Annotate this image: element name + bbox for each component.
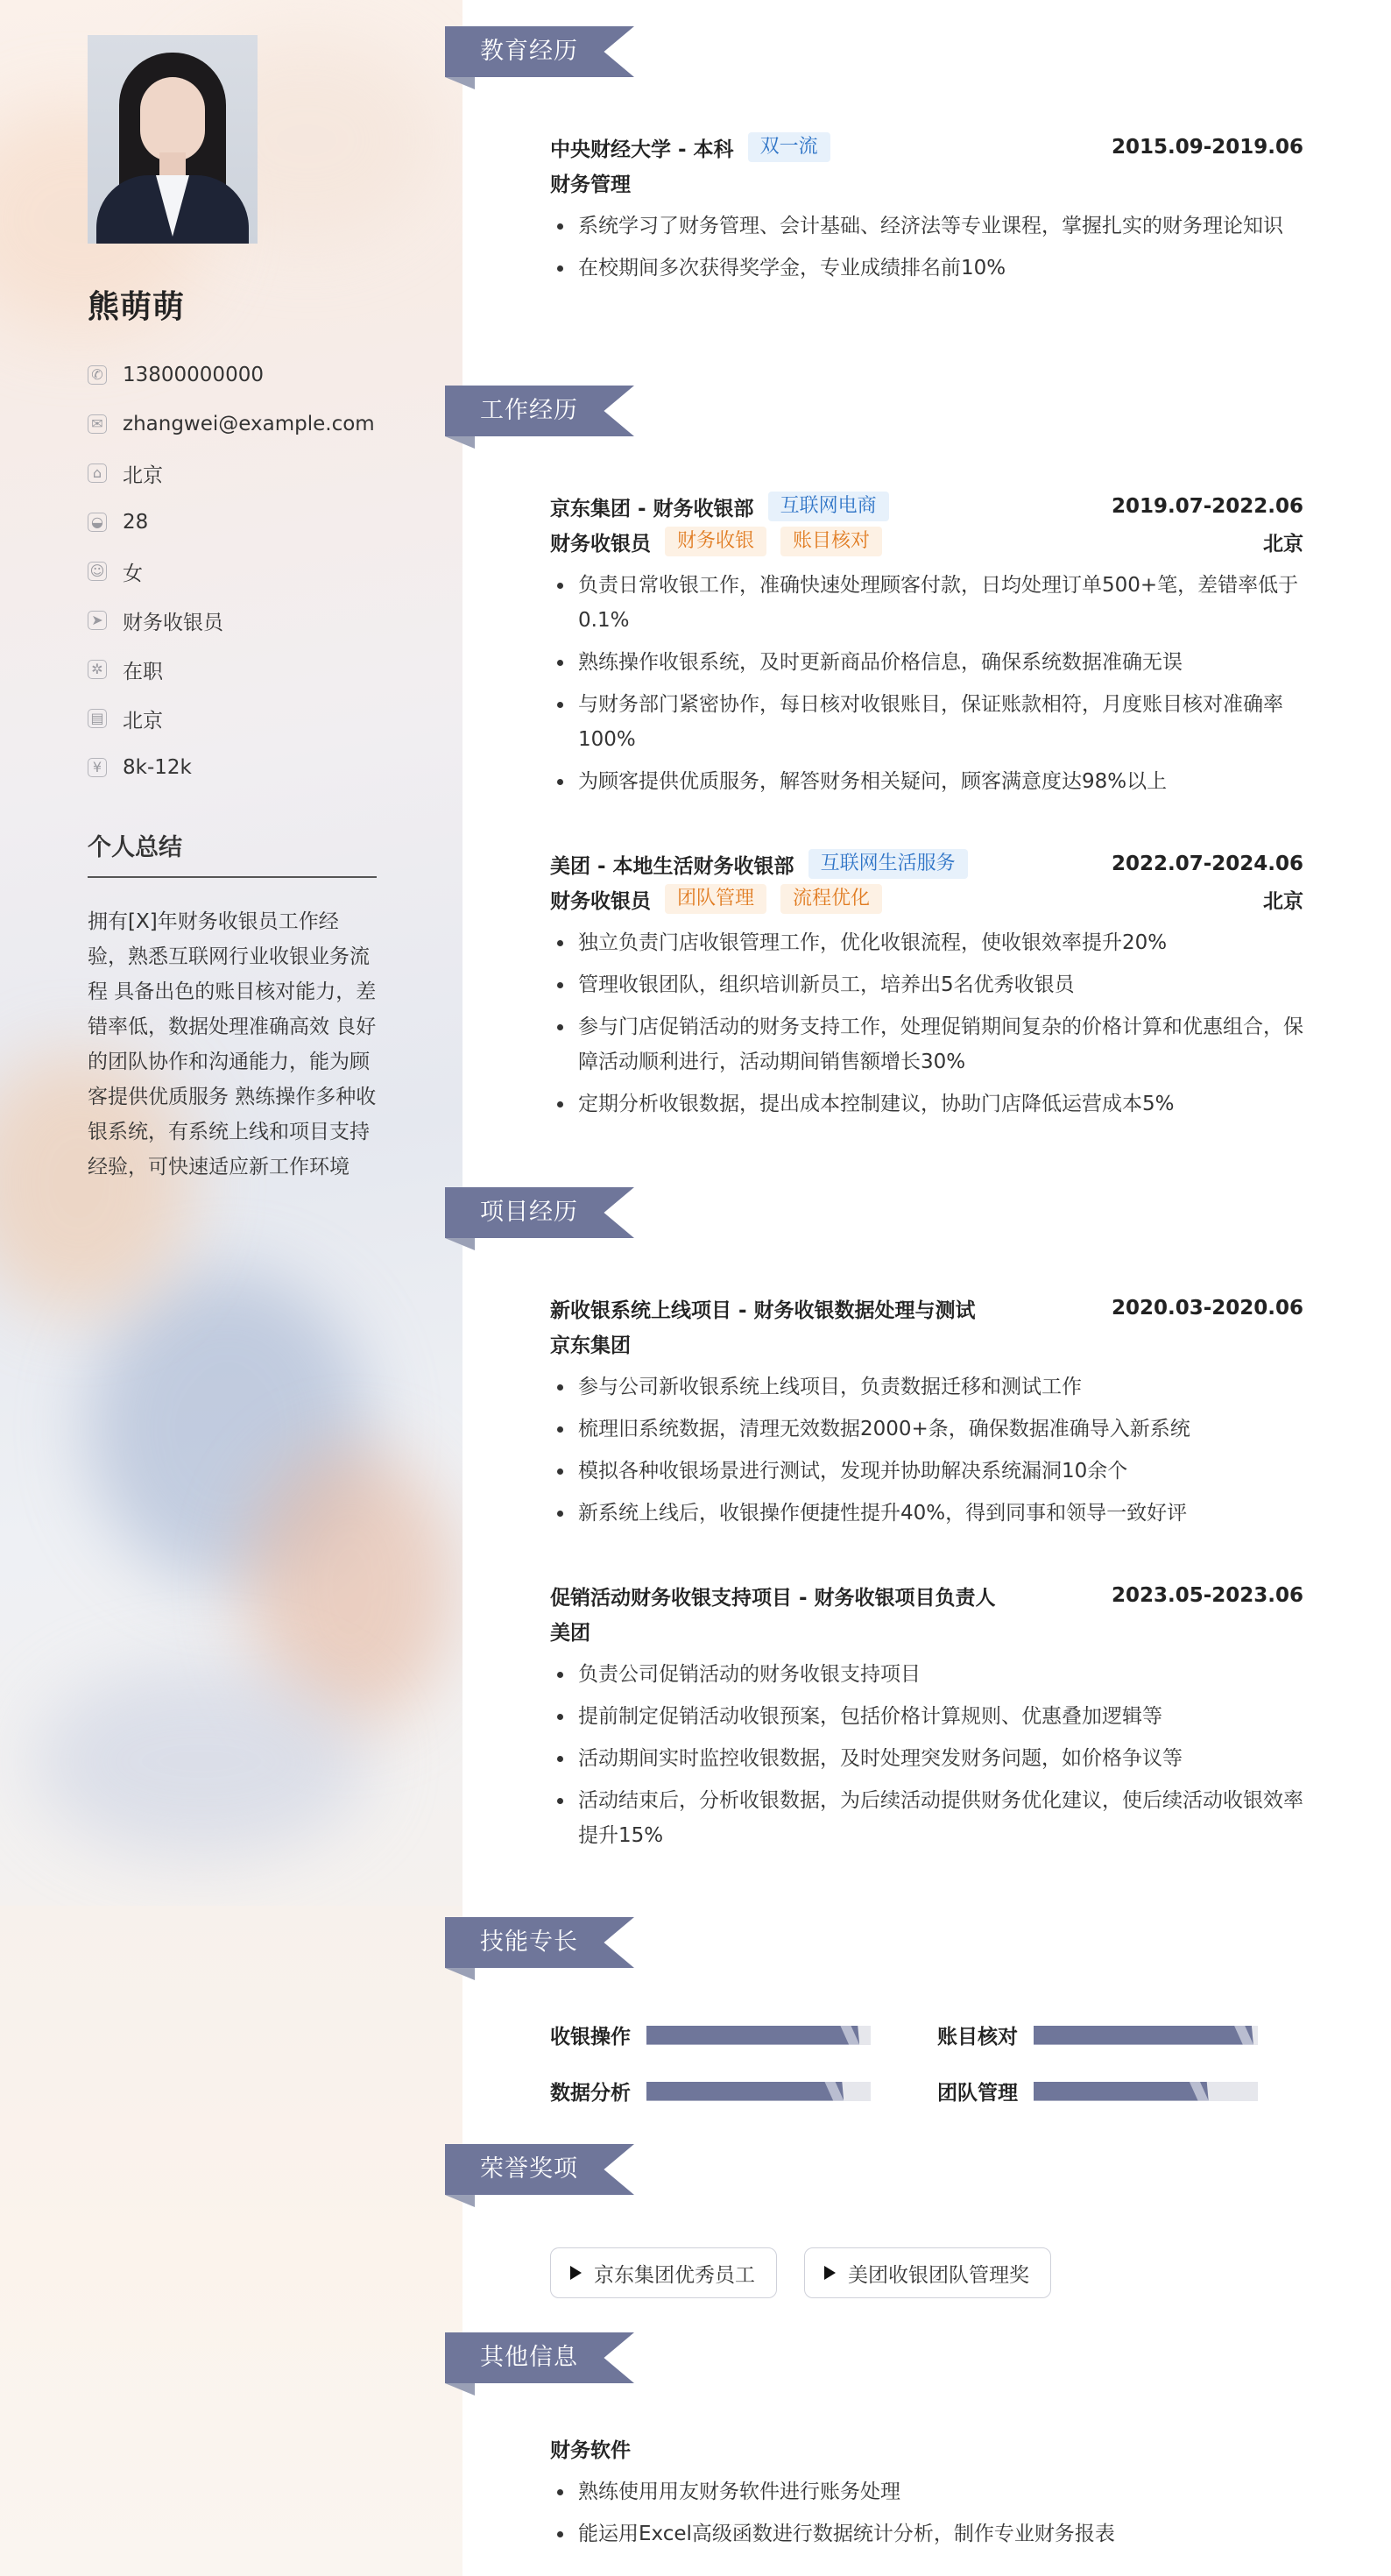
contact-value: 8k-12k: [123, 756, 192, 779]
work-bullets: [550, 925, 1303, 1122]
section-header: [445, 2144, 634, 2195]
list-item: 提前制定促销活动收银预案，包括价格计算规则、优惠叠加逻辑等: [550, 1699, 1303, 1734]
award-badge: [804, 2247, 1051, 2298]
contact-item: [88, 596, 377, 645]
avatar: [88, 35, 258, 244]
school-title: 中央财经大学 - 本科: [550, 138, 734, 161]
status-icon: ✲: [88, 660, 107, 679]
contact-item: [88, 645, 377, 694]
award-label: 美团收银团队管理奖: [848, 2263, 1029, 2287]
contact-value: 财务收银员: [123, 611, 223, 634]
list-item: 在校期间多次获得奖学金，专业成绩排名前10%: [550, 251, 1303, 286]
section-title: 项目经历: [480, 1199, 578, 1226]
work-entry: [550, 846, 1303, 1129]
project-title: 新收银系统上线项目 - 财务收银数据处理与测试: [550, 1299, 976, 1322]
building-icon: ▤: [88, 709, 107, 728]
project-entry: [550, 1578, 1303, 1860]
list-item: 熟练操作收银系统，及时更新商品价格信息，确保系统数据准确无误: [550, 645, 1303, 680]
list-item: 参与门店促销活动的财务支持工作，处理促销期间复杂的价格计算和优惠组合，保障活动顺利进行，活动期间销售额增长30%: [550, 1009, 1303, 1079]
section-header: [445, 386, 634, 436]
list-item: 熟练使用用友财务软件进行账务处理: [550, 2474, 1303, 2509]
list-item: 活动期间实时监控收银数据，及时处理突发财务问题，如价格争议等: [550, 1741, 1303, 1776]
contact-value: 北京: [123, 709, 163, 732]
project-org: 京东集团: [550, 1334, 631, 1357]
play-icon: [824, 2266, 836, 2280]
contact-item: [88, 743, 377, 792]
list-item: 能运用Excel高级函数进行数据统计分析，制作专业财务报表: [550, 2516, 1303, 2551]
list-item: 与财务部门紧密协作，每日核对收银账目，保证账款相符，月度账目核对准确率100%: [550, 687, 1303, 757]
contact-item: [88, 400, 377, 449]
project-bullets: [550, 1369, 1303, 1531]
home-icon: ⌂: [88, 464, 107, 483]
role: 财务收银员: [550, 889, 651, 913]
list-item: 梳理旧系统数据，清理无效数据2000+条，确保数据准确导入新系统: [550, 1412, 1303, 1447]
project-date: 2023.05-2023.06: [1111, 1584, 1303, 1607]
industry-tag: 互联网电商: [768, 492, 889, 521]
skill-name: 账目核对: [937, 2026, 1018, 2049]
skill-tag: 团队管理: [665, 884, 766, 914]
contact-item: [88, 498, 377, 547]
mail-icon: ✉: [88, 414, 107, 434]
skill-bar-fill: [646, 2082, 844, 2101]
list-item: 负责公司促销活动的财务收银支持项目: [550, 1657, 1303, 1692]
skill-item: [937, 2077, 1258, 2105]
award-label: 京东集团优秀员工: [594, 2263, 755, 2287]
contact-info-list: [88, 350, 377, 792]
project-entry: [550, 1291, 1303, 1538]
phone-icon: ✆: [88, 365, 107, 385]
project-org: 美团: [550, 1621, 590, 1645]
send-icon: ➤: [88, 611, 107, 630]
skill-bar: [646, 2082, 871, 2101]
work-entry: [550, 489, 1303, 806]
contact-value: 13800000000: [123, 364, 264, 386]
section-title: 工作经历: [480, 397, 578, 424]
skill-bar-fill: [1034, 2082, 1209, 2101]
skill-item: [937, 2020, 1258, 2049]
skill-tag: 财务收银: [665, 527, 766, 556]
contact-item: [88, 449, 377, 498]
education-entry: [550, 130, 1303, 293]
summary-text: 拥有[X]年财务收银员工作经验，熟悉互联网行业收银业务流程 具备出色的账目核对能力，差错率低，数据处理准确高效 良好的团队协作和沟通能力，能为顾客提供优质服务 熟练操作多种收银系统，有系统上线和项目支持经验，可快速适应新工作环境: [88, 910, 377, 1178]
list-item: 活动结束后，分析收银数据，为后续活动提供财务优化建议，使后续活动收银效率提升15%: [550, 1783, 1303, 1853]
award-badge: [550, 2247, 777, 2298]
section-header: [445, 1917, 634, 1968]
list-item: 管理收银团队，组织培训新员工，培养出5名优秀收银员: [550, 967, 1303, 1002]
summary-title: 个人总结: [88, 828, 377, 878]
contact-value: 女: [123, 562, 143, 585]
skill-name: 收银操作: [550, 2026, 631, 2049]
other-bullets: [550, 2474, 1303, 2551]
project-title: 促销活动财务收银支持项目 - 财务收银项目负责人: [550, 1586, 996, 1610]
list-item: 负责日常收银工作，准确快速处理顾客付款，日均处理订单500+笔，差错率低于0.1%: [550, 568, 1303, 638]
industry-tag: 互联网生活服务: [808, 849, 968, 879]
major: 财务管理: [550, 173, 631, 196]
skill-tag: 账目核对: [780, 527, 882, 556]
project-bullets: [550, 1657, 1303, 1853]
company-title: 京东集团 - 财务收银部: [550, 497, 754, 520]
sidebar-watercolor: [35, 1665, 368, 1858]
education-bullets: [550, 209, 1303, 286]
skill-bar: [1034, 2082, 1258, 2101]
list-item: 模拟各种收银场景进行测试，发现并协助解决系统漏洞10余个: [550, 1454, 1303, 1489]
skill-bar-fill: [1034, 2026, 1253, 2045]
section-title: 技能专长: [480, 1928, 578, 1956]
other-title: 财务软件: [550, 2438, 631, 2462]
project-date: 2020.03-2020.06: [1111, 1297, 1303, 1320]
skill-name: 数据分析: [550, 2082, 631, 2105]
work-date: 2019.07-2022.06: [1111, 495, 1303, 518]
contact-value: zhangwei@example.com: [123, 413, 375, 435]
profile-name: 熊萌萌: [88, 289, 186, 325]
work-bullets: [550, 568, 1303, 799]
section-header: [445, 2332, 634, 2383]
school-tag: 双一流: [748, 132, 830, 162]
list-item: 新系统上线后，收银操作便捷性提升40%，得到同事和领导一致好评: [550, 1496, 1303, 1531]
section-header: [445, 1187, 634, 1238]
play-icon: [570, 2266, 582, 2280]
money-icon: ¥: [88, 758, 107, 777]
section-header: [445, 26, 634, 77]
role: 财务收银员: [550, 532, 651, 556]
education-date: 2015.09-2019.06: [1111, 136, 1303, 159]
skill-bar-fill: [646, 2026, 859, 2045]
list-item: 参与公司新收银系统上线项目，负责数据迁移和测试工作: [550, 1369, 1303, 1405]
list-item: 为顾客提供优质服务，解答财务相关疑问，顾客满意度达98%以上: [550, 764, 1303, 799]
skill-bar: [646, 2026, 871, 2045]
age-icon: ◒: [88, 513, 107, 532]
section-title: 教育经历: [480, 38, 578, 65]
contact-item: [88, 547, 377, 596]
contact-value: 在职: [123, 660, 163, 683]
skill-tag: 流程优化: [780, 884, 882, 914]
other-entry: [550, 2431, 1303, 2558]
list-item: 独立负责门店收银管理工作，优化收银流程，使收银效率提升20%: [550, 925, 1303, 960]
skill-bar: [1034, 2026, 1258, 2045]
contact-value: 北京: [123, 464, 163, 487]
list-item: 定期分析收银数据，提出成本控制建议，协助门店降低运营成本5%: [550, 1086, 1303, 1122]
skill-item: [550, 2020, 871, 2049]
work-date: 2022.07-2024.06: [1111, 853, 1303, 875]
city: 北京: [1263, 889, 1303, 913]
gender-icon: ☺: [88, 562, 107, 581]
section-title: 荣誉奖项: [480, 2155, 578, 2183]
contact-item: [88, 350, 377, 400]
company-title: 美团 - 本地生活财务收银部: [550, 854, 794, 878]
contact-item: [88, 694, 377, 743]
city: 北京: [1263, 532, 1303, 556]
skill-name: 团队管理: [937, 2082, 1018, 2105]
sidebar-lower: [0, 1906, 462, 2576]
list-item: 系统学习了财务管理、会计基础、经济法等专业课程，掌握扎实的财务理论知识: [550, 209, 1303, 244]
contact-value: 28: [123, 511, 149, 534]
skill-item: [550, 2077, 871, 2105]
section-title: 其他信息: [480, 2344, 578, 2371]
